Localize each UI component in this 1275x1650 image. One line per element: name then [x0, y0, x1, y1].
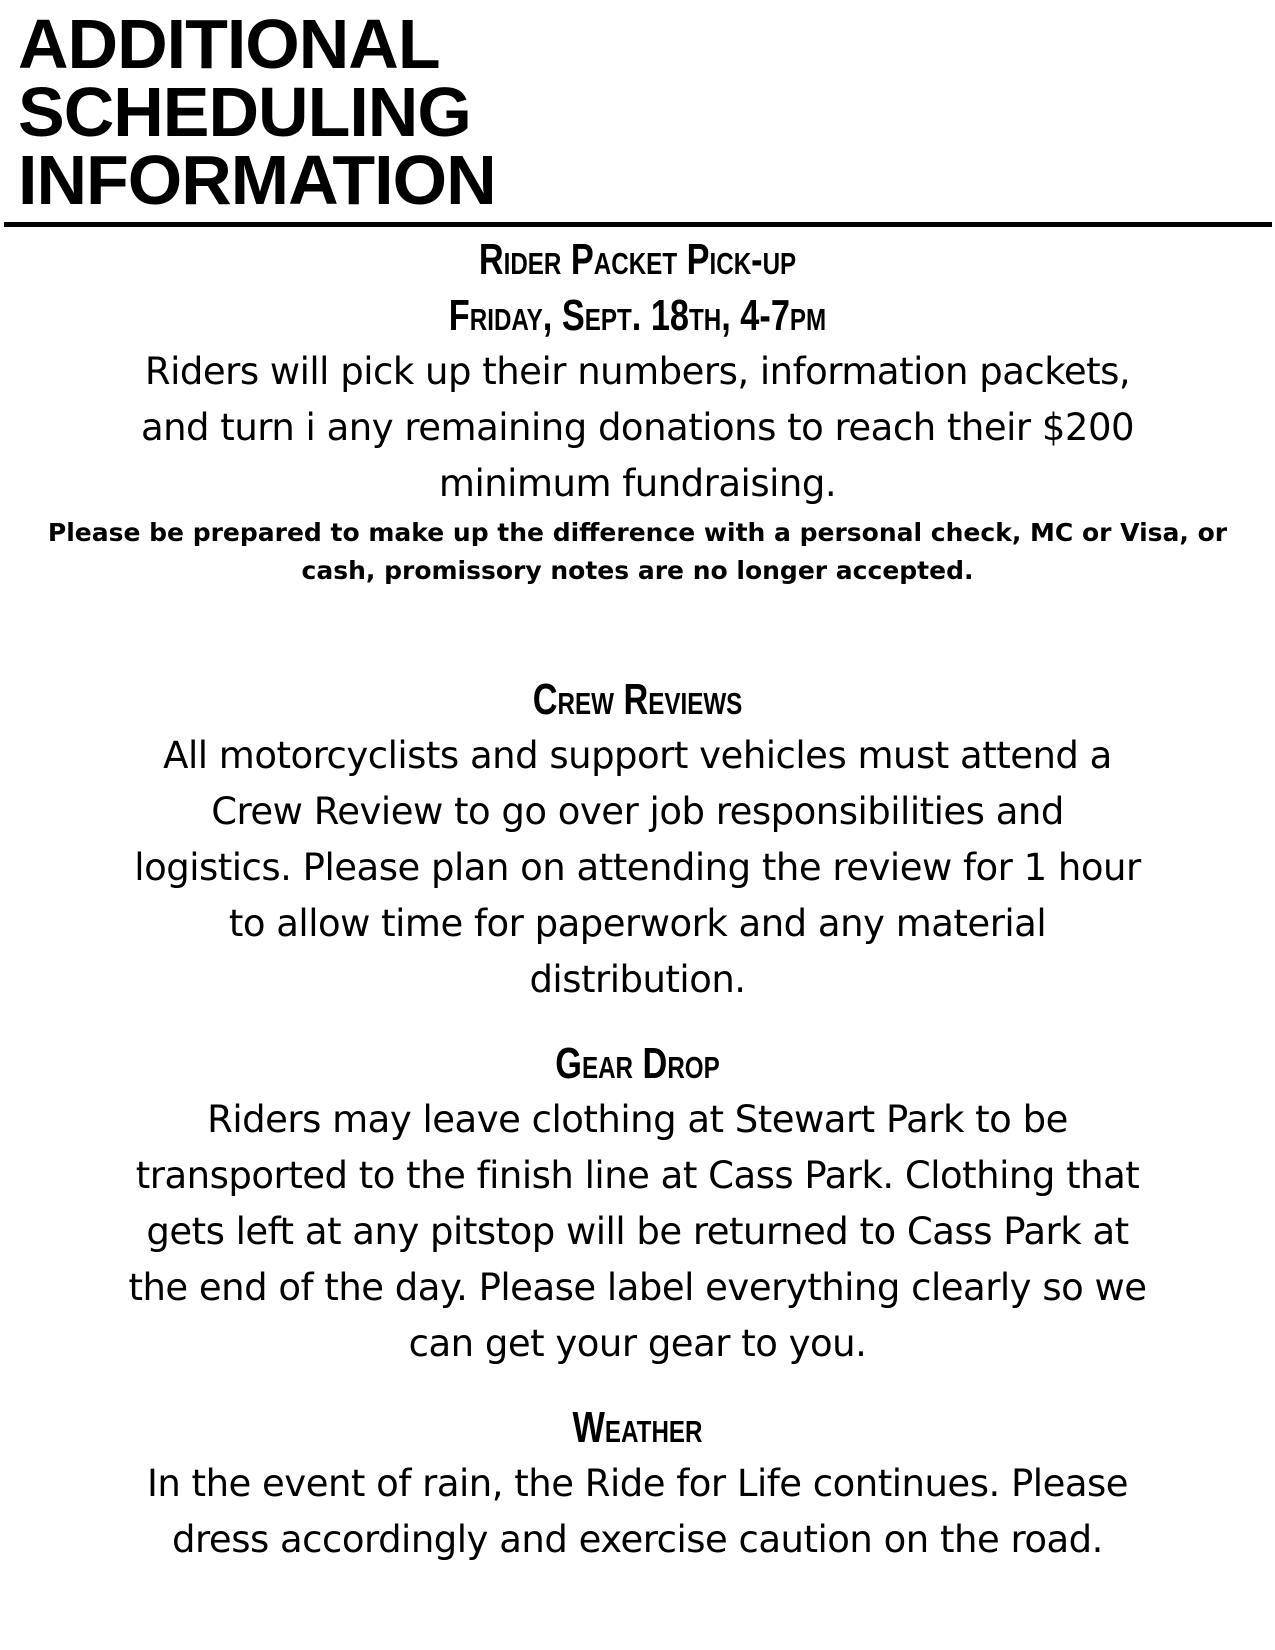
page-title: [18, 5, 496, 219]
note-line: cash, promissory notes are no longer accepted.: [301, 556, 974, 585]
note-line: Please be prepared to make up the difference with a personal check, MC or Visa, or: [47, 518, 1228, 547]
body-line: Crew Review to go over job responsibilities and: [211, 790, 1064, 833]
body-line: to allow time for paperwork and any material: [228, 902, 1047, 945]
title-divider: [4, 222, 1272, 227]
body-line: All motorcyclists and support vehicles must attend a: [163, 734, 1112, 777]
body-line: transported to the finish line at Cass Park. Clothing that: [135, 1154, 1140, 1197]
rider-packet-body: [20, 344, 1255, 512]
page-title-line: ADDITIONAL: [18, 5, 440, 83]
body-line: and turn i any remaining donations to reach their $200: [140, 406, 1135, 449]
body-line: the end of the day. Please label everything clearly so we: [128, 1266, 1147, 1309]
gear-drop-heading: Gear Drop: [555, 1039, 720, 1088]
weather-section: [20, 1400, 1255, 1568]
body-line: logistics. Please plan on attending the review for 1 hour: [134, 846, 1141, 889]
body-line: gets left at any pitstop will be returned to Cass Park at: [146, 1210, 1129, 1253]
crew-reviews-body: [20, 728, 1255, 1008]
payment-note: [20, 514, 1255, 590]
page-title-line: INFORMATION: [18, 141, 496, 219]
gear-drop-body: [20, 1092, 1255, 1372]
page-title-line: SCHEDULING: [18, 73, 471, 151]
body-line: can get your gear to you.: [408, 1322, 867, 1365]
body-line: dress accordingly and exercise caution on the road.: [172, 1518, 1103, 1561]
rider-packet-date-heading: Friday, Sept. 18th, 4-7pm: [448, 291, 827, 340]
rider-packet-section: [20, 232, 1255, 590]
weather-body: [20, 1456, 1255, 1568]
body-line: distribution.: [529, 958, 746, 1001]
body-line: In the event of rain, the Ride for Life continues. Please: [146, 1462, 1129, 1505]
weather-heading: Weather: [572, 1403, 703, 1452]
body-line: Riders will pick up their numbers, information packets,: [144, 350, 1131, 393]
body-line: minimum fundraising.: [438, 462, 837, 505]
gear-drop-section: [20, 1036, 1255, 1372]
crew-reviews-heading: Crew Reviews: [532, 675, 743, 724]
body-line: Riders may leave clothing at Stewart Park to be: [207, 1098, 1068, 1141]
rider-packet-heading: Rider Packet Pick-up: [478, 235, 797, 284]
crew-reviews-section: [20, 672, 1255, 1008]
